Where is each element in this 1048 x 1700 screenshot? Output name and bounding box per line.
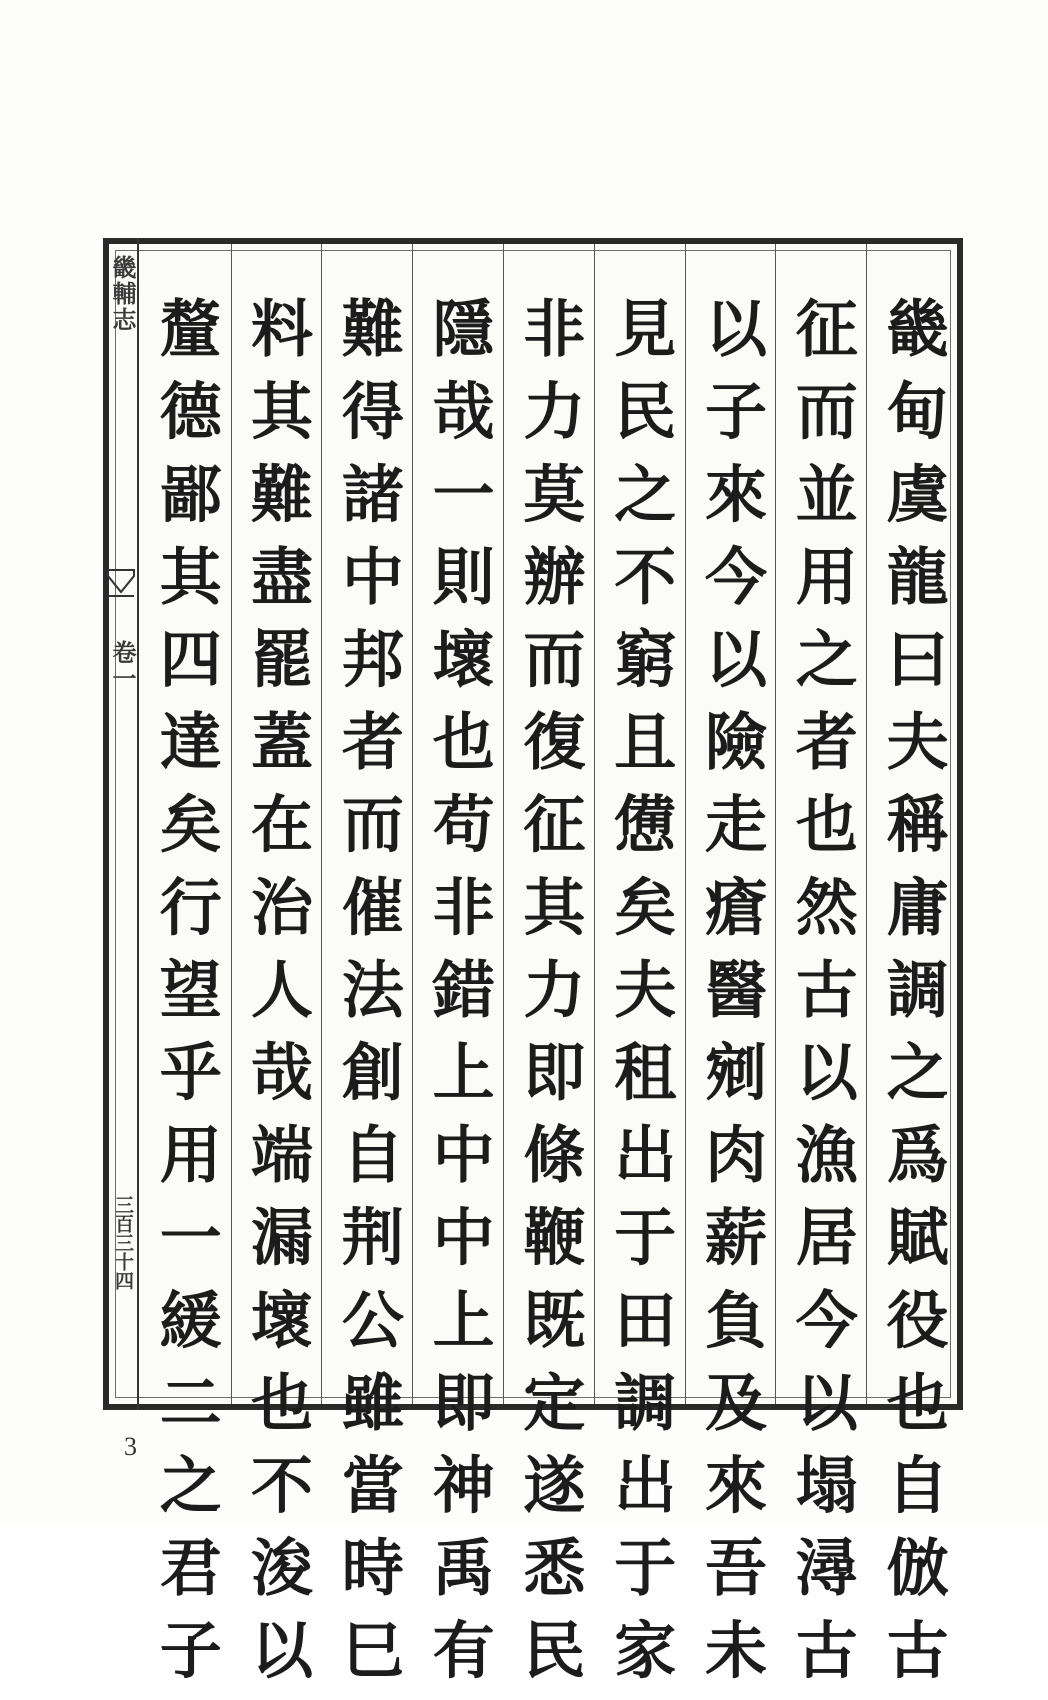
column-text: 征而並用之者也然古以漁居今以塌潯古 [785, 296, 859, 1700]
text-column [594, 244, 685, 1700]
column-text: 畿甸虞龍曰夫稱庸調之爲賦役也自倣古 [876, 296, 950, 1700]
column-text: 見民之不窮且憊矣夫租出于田調出于家 [603, 296, 677, 1700]
text-column [775, 244, 866, 1700]
column-text: 以子來今以險走瘡醫剜肉薪負及來吾未 [694, 296, 768, 1700]
center-strip-title: 畿輔志 [108, 255, 137, 333]
text-column [685, 244, 776, 1700]
center-strip-folio: 三百三十四 [112, 1195, 134, 1290]
text-column [140, 244, 231, 1700]
column-text: 非力莫辦而復征其力即條鞭既定遂悉民 [512, 296, 586, 1700]
text-column [503, 244, 594, 1700]
text-column [866, 244, 957, 1700]
text-column [321, 244, 412, 1700]
center-strip-juan: 卷一 [108, 640, 137, 692]
page-number: 3 [124, 1432, 137, 1461]
text-columns [139, 244, 957, 1700]
text-column [412, 244, 503, 1700]
column-text: 難得諸中邦者而催法創自荆公雖當時巳 [331, 296, 405, 1700]
column-text: 隱哉一則壞也苟非錯上中中上即神禹有 [422, 296, 496, 1700]
text-column [231, 244, 322, 1700]
column-text: 料其難盡罷蓋在治人哉端漏壞也不浚以 [240, 296, 314, 1700]
fish-tail-mark-icon [106, 566, 136, 600]
column-text: 釐德鄙其四達矣行望乎用一緩二之君子 [149, 296, 223, 1700]
